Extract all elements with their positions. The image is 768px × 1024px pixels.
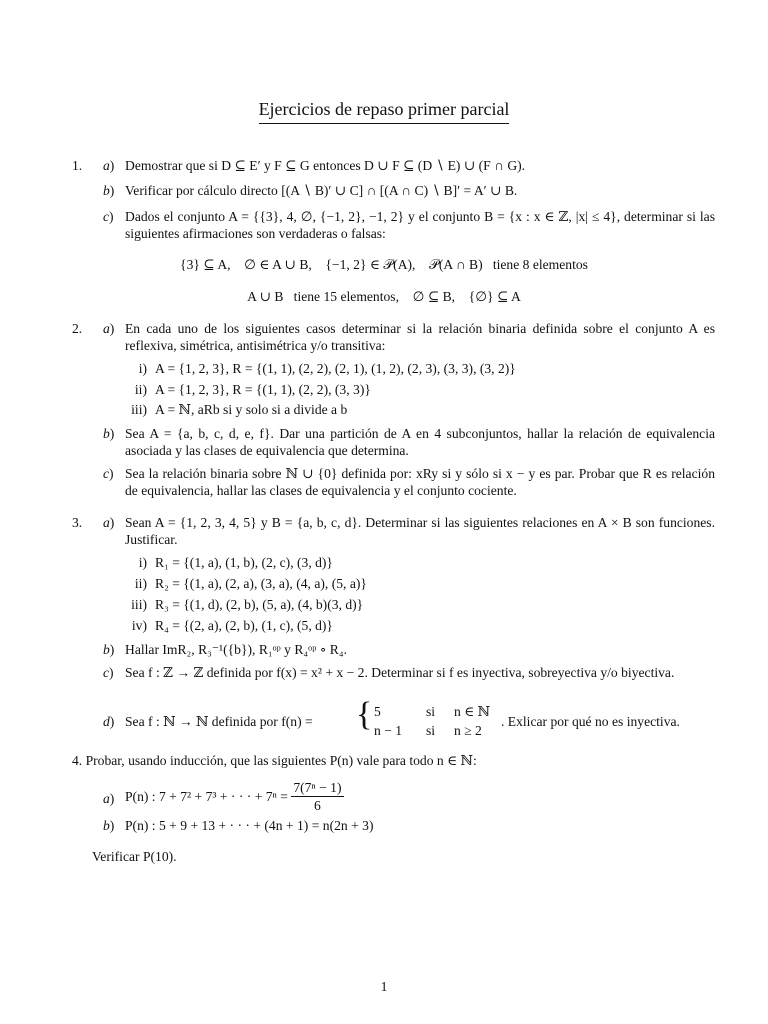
claims-line-1: {3} ⊆ A, ∅ ∈ A ∪ B, {−1, 2} ∈ 𝒫(A), 𝒫(A ∩ B) tiene 8 elementos xyxy=(180,257,588,272)
subitem-label: iii) xyxy=(131,402,147,417)
item-label: c) xyxy=(103,209,114,224)
case-1-condition: n ∈ ℕ xyxy=(454,704,491,719)
left-brace: { xyxy=(356,696,373,733)
verify-instruction: Verificar P(10). xyxy=(92,849,177,864)
exercise-3c-text: Sea f : ℤ → ℤ definida por f(x) = x² + x − 2. Determinar si f es inyectiva, sobreyectiva y/o biyectiva. xyxy=(125,665,675,680)
exercise-2c-text: Sea la relación binaria sobre ℕ ∪ {0} definida por: xRy si y sólo si x − y es par. Probar que R es relación de equivalencia, hallar las clases de equivalencia y el conjunto cociente. xyxy=(125,466,715,499)
exercise-1b-text: Verificar por cálculo directo [(A ∖ B)′ ∪ C] ∩ [(A ∩ C) ∖ B]′ = A′ ∪ B. xyxy=(125,183,518,198)
subitem-label: ii) xyxy=(134,382,147,397)
exercise-number: 3. xyxy=(72,515,83,530)
subitem-label: i) xyxy=(138,361,147,376)
subitem-text: A = {1, 2, 3}, R = {(1, 1), (2, 2), (2, 1), (1, 2), (2, 3), (3, 3), (3, 2)} xyxy=(155,361,516,376)
item-label: b) xyxy=(103,642,115,657)
subitem-text: A = ℕ, aRb si y solo si a divide a b xyxy=(155,402,348,417)
exercise-3d-prefix: Sea f : ℕ → ℕ definida por f(n) = xyxy=(125,714,313,729)
claims-line-2: A ∪ B tiene 15 elementos, ∅ ⊆ B, {∅} ⊆ A xyxy=(247,289,521,304)
exercise-4a-formula xyxy=(125,779,344,815)
item-label: c) xyxy=(103,665,114,680)
fraction xyxy=(291,779,343,815)
exercise-2b-text: Sea A = {a, b, c, d, e, f}. Dar una partición de A en 4 subconjuntos, hallar la relación de equivalencia asociada y las clases de equivalencia que determina. xyxy=(125,426,715,459)
item-label: a) xyxy=(103,321,115,336)
exercise-2a-text: En cada uno de los siguientes casos determinar si la relación binaria definida sobre el conjunto A es reflexiva, simétrica, antisimétrica y/o transitiva: xyxy=(125,321,715,354)
exercise-1c-text: Dados el conjunto A = {{3}, 4, ∅, {−1, 2}, −1, 2} y el conjunto B = {x : x ∈ ℤ, |x| ≤ 4}, determinar si las siguientes afirmaciones son verdaderas o falsas: xyxy=(125,209,715,242)
exercise-4b-formula: P(n) : 5 + 9 + 13 + · · · + (4n + 1) = n(2n + 3) xyxy=(125,818,374,833)
item-label: c) xyxy=(103,466,114,481)
case-2-value: n − 1 xyxy=(374,723,403,738)
subitem-text: R₁ = {(1, a), (1, b), (2, c), (3, d)} xyxy=(155,555,333,570)
case-2-condition: n ≥ 2 xyxy=(454,723,482,738)
subitem-text: A = {1, 2, 3}, R = {(1, 1), (2, 2), (3, 3)} xyxy=(155,382,371,397)
case-1-value: 5 xyxy=(374,704,381,719)
exercise-number: 2. xyxy=(72,321,83,336)
subitem-text: R₃ = {(1, d), (2, b), (5, a), (4, b)(3, d)} xyxy=(155,597,364,612)
case-2-si: si xyxy=(426,723,436,738)
formula-lhs: P(n) : 7 + 7² + 7³ + · · · + 7ⁿ = xyxy=(125,789,288,805)
item-label: a) xyxy=(103,791,115,806)
subitem-text: R₄ = {(2, a), (2, b), (1, c), (5, d)} xyxy=(155,618,333,633)
item-label: a) xyxy=(103,515,115,530)
item-label: b) xyxy=(103,183,115,198)
subitem-label: ii) xyxy=(134,576,147,591)
fraction-denominator: 6 xyxy=(314,798,321,814)
item-label: a) xyxy=(103,158,115,173)
exercise-3d-suffix: . Exlicar por qué no es inyectiva. xyxy=(501,714,680,729)
subitem-label: i) xyxy=(138,555,147,570)
exercise-3b-text: Hallar ImR₂, R₃⁻¹({b}), R₁ᵒᵖ y R₄ᵒᵖ ∘ R₄. xyxy=(125,642,347,657)
exercise-number: 1. xyxy=(72,158,83,173)
page-number: 1 xyxy=(380,979,388,994)
exercise-3a-text: Sean A = {1, 2, 3, 4, 5} y B = {a, b, c, d}. Determinar si las siguientes relaciones en A × B son funciones. Justificar. xyxy=(125,515,715,548)
subitem-label: iii) xyxy=(131,597,147,612)
item-label: d) xyxy=(103,714,115,729)
item-label: b) xyxy=(103,818,115,833)
item-label: b) xyxy=(103,426,115,441)
exercise-1a-text: Demostrar que si D ⊆ E′ y F ⊆ G entonces D ∪ F ⊆ (D ∖ E) ∪ (F ∩ G). xyxy=(125,158,526,173)
fraction-numerator: 7(7ⁿ − 1) xyxy=(291,779,343,797)
subitem-label: iv) xyxy=(131,618,147,633)
document-title: Ejercicios de repaso primer parcial xyxy=(0,98,768,124)
case-1-si: si xyxy=(426,704,436,719)
subitem-text: R₂ = {(1, a), (2, a), (3, a), (4, a), (5, a)} xyxy=(155,576,367,591)
exercise-4-intro: 4. Probar, usando inducción, que las siguientes P(n) vale para todo n ∈ ℕ: xyxy=(72,753,477,768)
piecewise-definition xyxy=(356,696,506,743)
